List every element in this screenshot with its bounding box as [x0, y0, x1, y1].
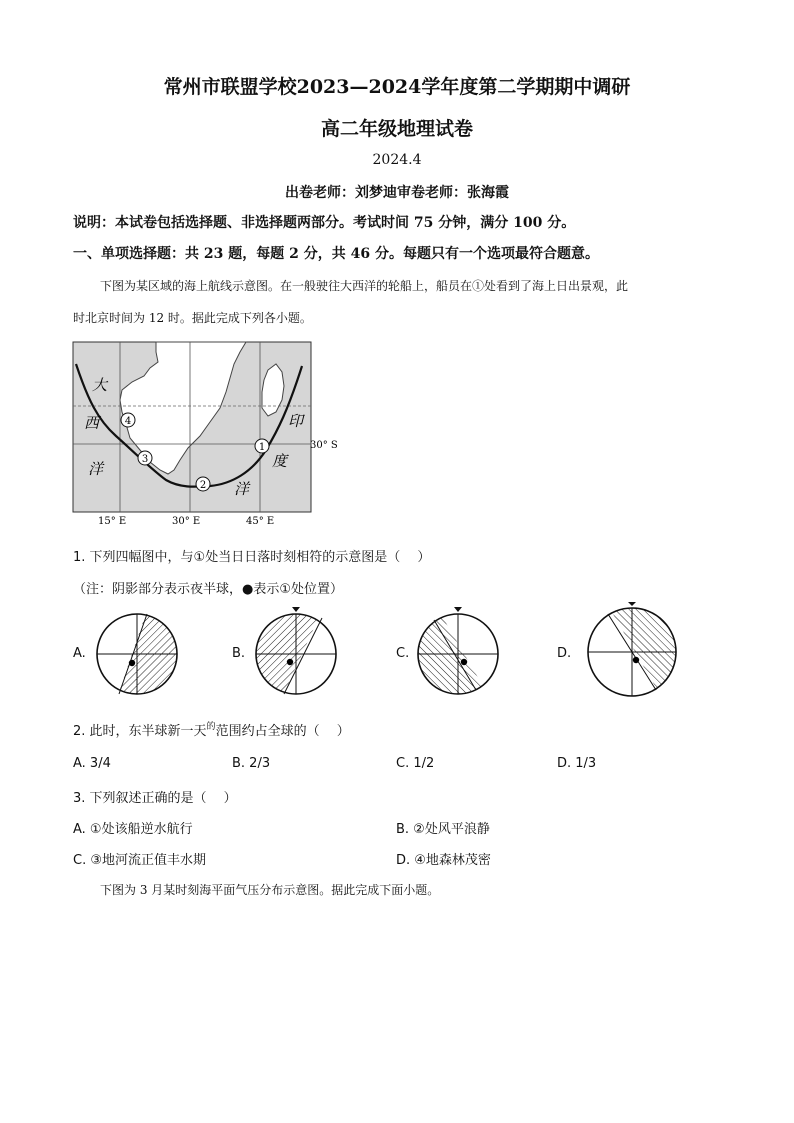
label-30s: 30° S — [310, 440, 338, 451]
point-3 — [138, 451, 152, 465]
q1-option-c-label[interactable]: C. — [396, 646, 410, 661]
label-atlantic-2: 西 — [84, 414, 100, 432]
point-marker — [633, 657, 639, 663]
label-30e: 30° E — [172, 516, 201, 527]
q2-stem-superscript: 的 — [206, 722, 216, 732]
q2-option-b[interactable]: B. 2/3 — [232, 756, 271, 771]
point-marker — [461, 659, 467, 665]
q1-option-b-diagram[interactable] — [252, 606, 342, 698]
q3-option-d[interactable]: D. ④地森林茂密 — [396, 853, 491, 868]
q2-option-a[interactable]: A. 3/4 — [73, 756, 111, 771]
passage-intro-2: 下图为 3 月某时刻海平面气压分布示意图。据此完成下面小题。 — [100, 883, 440, 897]
point-marker — [129, 660, 135, 666]
q3-option-c[interactable]: C. ③地河流正值丰水期 — [73, 853, 206, 868]
q1-option-c-diagram[interactable] — [414, 606, 504, 698]
q3-option-b[interactable]: B. ②处风平浪静 — [396, 822, 490, 837]
exam-subtitle: 高二年级地理试卷 — [320, 118, 473, 140]
svg-text:4: 4 — [124, 416, 132, 427]
label-atlantic-3: 洋 — [88, 460, 104, 478]
q1-option-a-label[interactable]: A. — [73, 646, 86, 661]
label-indian-3: 洋 — [234, 480, 250, 498]
label-indian-1: 印 — [288, 412, 304, 430]
q3-stem: 3. 下列叙述正确的是（ ） — [73, 791, 237, 806]
point-marker — [287, 659, 293, 665]
passage-intro-line2: 时北京时间为 12 时。据此完成下列各小题。 — [73, 311, 312, 325]
q1-option-b-label[interactable]: B. — [232, 646, 246, 661]
point-1 — [255, 439, 269, 453]
q1-option-a-diagram[interactable] — [92, 610, 182, 696]
q2-option-c[interactable]: C. 1/2 — [396, 756, 435, 771]
passage-intro-line1: 下图为某区域的海上航线示意图。在一般驶往大西洋的轮船上，船员在①处看到了海上日出景观，此 — [100, 279, 629, 293]
label-indian-2: 度 — [272, 452, 288, 470]
shipping-route-map — [70, 340, 340, 530]
svg-text:1: 1 — [258, 442, 266, 453]
exam-teachers: 出卷老师：刘梦迪审卷老师：张海霞 — [285, 185, 509, 201]
svg-text:3: 3 — [141, 454, 149, 465]
exam-title: 常州市联盟学校2023—2024学年度第二学期期中调研 — [163, 76, 631, 98]
q1-stem: 1. 下列四幅图中，与①处当日日落时刻相符的示意图是（ ） — [73, 550, 431, 565]
q2-stem-part1: 2. 此时，东半球新一天 — [73, 724, 207, 739]
exam-instructions: 说明：本试卷包括选择题、非选择题两部分。考试时间 75 分钟，满分 100 分。 — [73, 215, 576, 231]
label-atlantic-1: 大 — [92, 376, 108, 394]
section-heading: 一、单项选择题：共 23 题，每题 2 分，共 46 分。每题只有一个选项最符合题意。 — [73, 246, 599, 262]
label-15e: 15° E — [98, 516, 127, 527]
q2-stem-part2: 范围约占全球的（ ） — [215, 724, 350, 739]
q2-stem — [73, 720, 350, 739]
q1-option-d-label[interactable]: D. — [557, 646, 572, 661]
svg-text:2: 2 — [199, 480, 207, 491]
q1-note: （注：阴影部分表示夜半球，●表示①处位置） — [73, 582, 343, 597]
exam-date: 2024.4 — [372, 152, 422, 168]
q3-option-a[interactable]: A. ①处该船逆水航行 — [73, 822, 193, 837]
point-4 — [121, 413, 135, 427]
q2-option-d[interactable]: D. 1/3 — [557, 756, 597, 771]
label-45e: 45° E — [246, 516, 275, 527]
point-2 — [196, 477, 210, 491]
q1-option-d-diagram[interactable] — [586, 602, 682, 698]
